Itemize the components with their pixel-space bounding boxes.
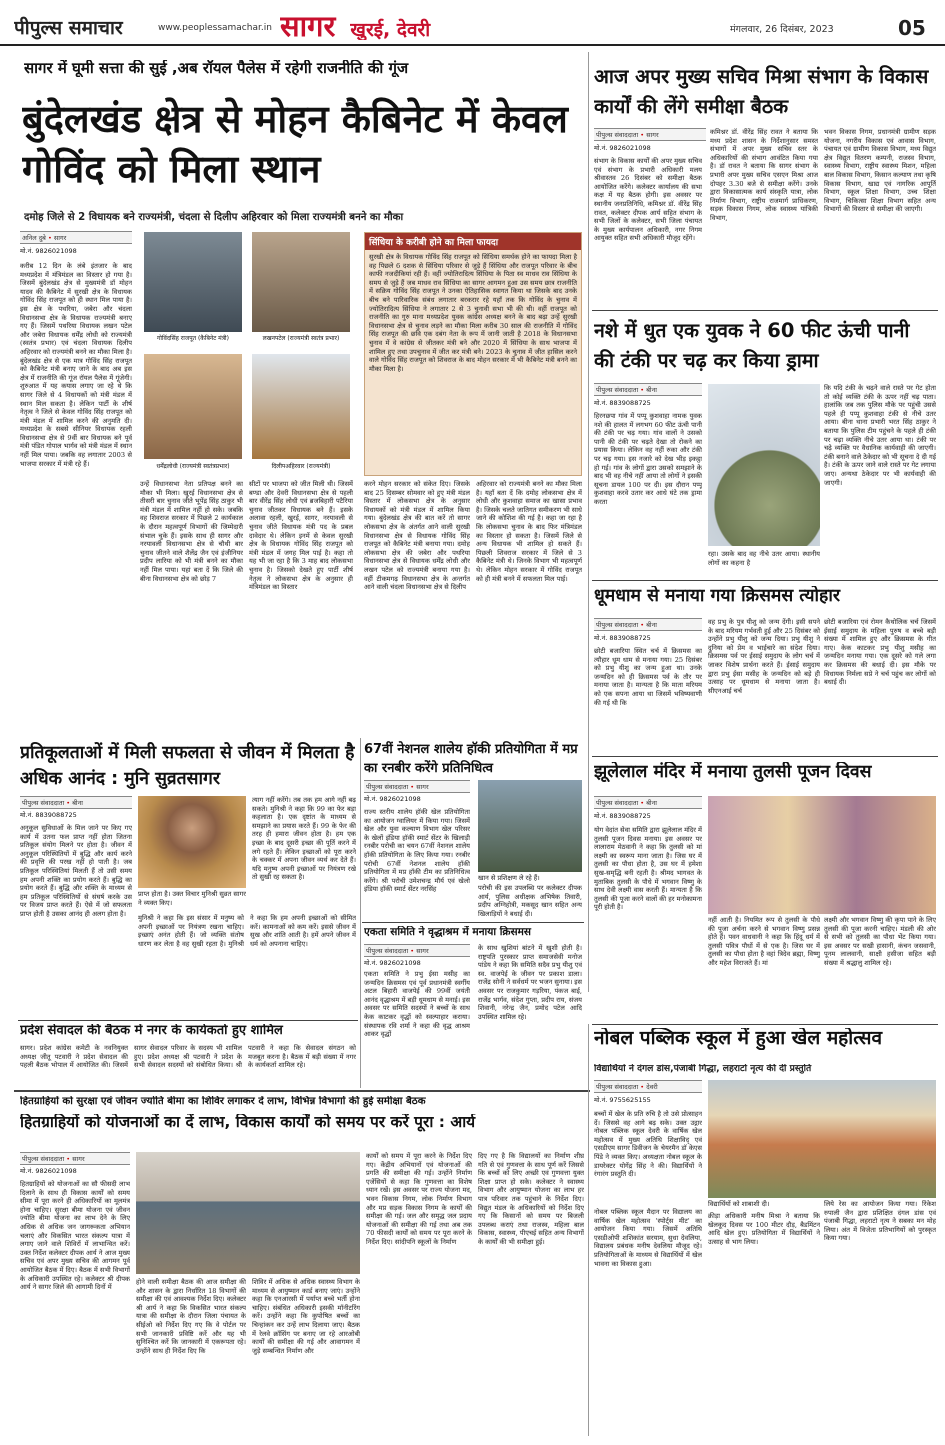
scindia-box-text: सुरखी क्षेत्र के विधायक गोविंद सिंह राजपूत को सिंधिया समर्थक होने का फायदा मिला है वह पिछले 6 दशक से सिंधिया परिवार से जुड़े हैं सिंधिया और राजपूत परिवार के बीच काफी नजदीकियां रही हैं। वहीं ज्योतिरादित्य सिंधिया के पिता स्व माधव राव सिंधिया के समय से जुड़े हैं जब माधव राव सिंधिया का सागर आगमन हुआ उस समय छात्र राजनीति में सक्रिय गोविंद सिंह राजपूत ने उनका ऐतिहासिक स्वागत किया था जिसके बाद उनके बीच बने पारिवारिक संबंध लगातार बरकरार रहे यहाँ तक कि गोविंद के चुनाव में ज्योतिरादित्य सिंधिया ने लगातार 2 से 3 चुनावी सभा भी की थी। वहीं राजपूत को राजनीति का गुरु माना मध्यप्रदेश युवक कांग्रेस अध्यक्ष बनने के बाद बढ़ा उन्हें सुरखी विधानसभा क्षेत्र से चुनाव लड़ने का मौका मिला करीब 30 साल की राजनीति में गोविंद सिंह राजपूत की छवि एक दबंग नेता के रूप में जानी जाती है 2018 के विधानसभा चुनाव में वे कांग्रेस से जीतकर मंत्री बने और 2020 में सिंधिया के साथ भाजपा में शामिल हुए तथा उपचुनाव में जीत कर मंत्री बने। 2023 के चुनाव में जीत हासिल करने वाले गोविंद सिंह राजपूत को शिवराज के बाद मोहन सरकार में भी कैबिनेट मंत्री बनने का मौका मिला है। [369,253,577,373]
arya-mobile: मो.नं. 9826021098 [20,1167,77,1175]
arya-byline: पीपुल्स संवाददाता • सागर [20,1152,130,1165]
lead-headline: बुंदेलखंड क्षेत्र से मोहन कैबिनेट में केवल गोविंद को मिला स्थान [22,97,568,191]
sewadal-headline: प्रदेश सेवादल की बैठक में नगर के कार्यकर्ता हुए शामिल [20,1024,283,1038]
arya-col5: दिए गए है कि विद्यालयों का निर्माण शीघ्र गति से एवं गुणवत्ता के साथ पूर्ण करें जिससे कि बच्चों को लिए अच्छी एवं गुणवत्ता युक्त शिक्षा प्राप्त हो सके। कलेक्टर ने स्वास्थ्य विभाग और आयुष्मान योजना का लाभ हर पात्र परिवार तक पहुंचाने के निर्देश दिए। विद्युत मंडल के अधिकारियों को निर्देश दिए गए कि किसानों को समय पर बिजली उपलब्ध कराएं तथा राजस्व, महिला बाल विकास, स्वास्थ्य, पीएचई सहित अन्य विभागों के कार्यों की भी समीक्षा हुई। [478,1152,584,1246]
arya-col1: हितग्राहियों को योजनाओं का सौ फीसदी लाभ दिलाने के साथ ही विकास कार्यों को समय सीमा में पूरा करने ही अधिकारियों का मूलमंत्र होना चाहिए। सुरक्षा बीमा योजना एवं जीवन ज्योति बीमा योजना का लाभ देने के लिए अधिक से अधिक जन जागरूकता अभियान चलाएं और विकसित भारत संकल्प यात्रा में लगाए जाने वाले शिविरों में लाभान्वित करें। उक्त निर्देश कलेक्टर दीपक आर्य ने आज मुख्य सचिव एवं अपर मुख्य सचिव की आगमन पूर्व आयोजित बैठक में दिए। बैठक में सभी विभागों के अधिकारी उपस्थित रहे। कलेक्टर श्री दीपक आर्य ने सागर जिले की आगामी दिनों में [20,1180,130,1292]
minister-caption: धर्मेंद्रलोधी (राज्यमंत्री स्वतंत्रप्रभार) [156,463,230,470]
ekta-headline: एकता समिति ने वृद्धाश्रम में मनाया क्रिसमस [364,926,531,938]
christmas-col1: छोटी बजारिया स्थित चर्च में क्रिसमस का त्यौहार धूम धाम से मनाया गया। 25 दिसंबर को प्रभु यीशु का जन्म हुआ था। उनके जन्मदिन को ही क्रिसमस पर्व के तौर पर मनाया जाता है। मान्यता है कि माता मरियम को एक सपना आया था जिसमें भविष्यवाणी की गई थी कि [594,647,702,707]
tank-mobile: मो.नं. 8839088725 [594,399,651,407]
christmas-col2: वह प्रभु के पुत्र यीशु को जन्म देंगी। इसी सपने के बाद मरियम गर्भवती हुईं और 25 दिसंबर को उन्होंने प्रभु यीशु को जन्म दिया। प्रभु यीशु ने दुनिया को प्रेम व भाईचारे का संदेश दिया। क्रिसमस पर्व पर ईसाई समुदाय के लोग चर्च में जाकर विशेष प्रार्थना करते हैं। ईसाई समुदाय द्वारा प्रभु ईसा मसीह के जन्मदिन को बड़े ही उत्साह पर धूमधाम से मनाया जाता है। सीएनआई चर्च [708,618,820,695]
arya-col4: कार्यों को समय में पूरा करने के निर्देश दिए गए। केंद्रीय अभियानों एवं योजनाओं की प्रगति की समीक्षा की गई। उन्होंने निर्माण एजेंसियों से कहा कि गुणवत्ता का विशेष ध्यान रखें। इस अवसर पर राज्य योजना मद, भवन विकास निगम, लोक निर्माण विभाग और मप्र सड़क विकास निगम के कार्यों की समीक्षा की गई। जल और समृद्ध जल प्रदाय योजनाओं की समीक्षा की गई तथा अब तक 70 फीसदी कार्यों को समय पर पूरा करने के निर्देश दिए। सांदीपनि स्कूलों के निर्माण [366,1152,472,1246]
column-rule [360,738,361,1088]
ekta-col2: के साथ खुशियां बांटने में खुशी होती है। राष्ट्रपति पुरस्कार प्राप्त समाजसेवी मनोज पांडेय ने कहा कि समिति सदैव प्रभु यीशु एवं स्व. वाजपेई के जीवन पर प्रकाश डाला। राजेंद्र सोनी ने सर्वधर्म पर भजन सुनाया। इस अवसर पर राजकुमार गड़रिया, पंकज बाई, राजेंद्र भार्गव, संदेश गुप्ता, प्रदीप राय, संजय शिवानी, नरेन्द्र जैन, प्रमोद पटेल आदि उपस्थित शामिल रहे। [478,944,582,1021]
byline-name: पीपुल्स संवाददाता [366,783,409,791]
paper-tagline-mark [14,6,144,14]
section-divider [592,310,938,311]
christmas-mobile: मो.नं. 8839088725 [594,634,651,642]
hockey-byline: पीपुल्स संवाददाता • सागर [364,780,470,793]
section-divider [14,1090,590,1092]
nobel-photo-caption: विद्यार्थियों को शाबाशी दी। [708,1200,770,1208]
hockey-col1: राज्य स्तरीय शालेय हॉकी खेल प्रतियोगिता का आयोजन ग्वालियर में किया गया। जिसमें खेल और युवा कल्याण विभाग खेल परिसर के खेलों इंडिया हॉकी स्मार्ट सेंटर के खिलाड़ी रनबीर परोची का चयन 67वीं नेशनल शालेय हॉकी प्रतियोगिता के लिए किया गया। रनबीर परोची 67वीं नेशनल शालेय हॉकी प्रतियोगिता में मप्र हॉकी टीम का प्रतिनिधित्व करेंगे। श्री परोची उमेशचन्द्र मौर्य एवं खेलो इंडिया हॉकी स्मार्ट सेंटर नरसिंह [364,808,470,894]
review-col1: संभाग के विकास कार्यों की अपर मुख्य सचिव एवं संभाग के प्रभारी अधिकारी मलय श्रीवास्तव 26 दिसंबर को समीक्षा बैठक आयोजित करेंगे। कलेक्टर कार्यालय की सभा कक्ष में यह बैठक होगी। इस अवसर पर स्थानीय जनप्रतिनिधि, कमिश्नर डॉ. वीरेंद्र सिंह रावत, कलेक्टर दीपक आर्य सहित संभाग के सभी जिलों के कलेक्टर, सभी जिला पंचायत के मुख्य कार्यपालन अधिकारी, नगर निगम आयुक्त सहित सभी अधिकारी मौजूद रहेंगे। [594,157,702,243]
hockey-headline: 67वीं नेशनल शालेय हॉकी प्रतियोगिता में मप्र का रनबीर करेंगे प्रतिनिधित्व [364,742,578,776]
section-divider [592,580,938,581]
muni-headline: प्रतिकूलताओं में मिली सफलता से जीवन में मिलता है अधिक आनंद : मुनि सुव्रतसागर [20,743,355,789]
byline-name: पीपुल्स संवाददाता [596,386,639,394]
jhulelal-col3: लक्ष्मी और भगवान विष्णु की कृपा पाने के लिए तुलसी की पूजा करनी चाहिए। मंडली की ओर से सभी को तुलसी का पौधा भेंट किया गया। इस अवसर पर सखी हासानी, कंचन जसवानी, पूनम लालवानी, साक्षी हसीजा सहित बड़ी संख्या में श्रद्धालु शामिल रहे। [824,916,936,967]
byline-place: बीना [72,799,83,807]
tank-byline: पीपुल्स संवाददाता • बीना [594,383,702,396]
byline-name: पीपुल्स संवाददाता [22,799,65,807]
city-tab [280,6,510,40]
nobel-subhead: विद्यार्थियों ने दंगल डांस,पंजाबी गिद्धा, लहराटो नृत्य की दी प्रस्तुति [594,1064,812,1074]
nobel-col1: बच्चों में खेल के प्रति रुचि है तो उसे प्रोत्साहन दें। जिससे वह आगे बढ़ सके। उक्त उद्गार नोबल पब्लिक स्कूल देवरी के वार्षिक खेल महोत्सव में मुख्य अतिथि शिक्षाविद् एवं एसडीएम सागर डिवीजन के चेयरमैन डॉ केएस पिंडे ने व्यक्त किए। अध्यक्षता नोबल स्कूल के डायरेक्टर योगेंद्र सिंह ने की। विद्यार्थियों ने रंगारंग प्रस्तुति दी। [594,1110,702,1179]
byline-place: सागर [416,783,429,791]
muni-col3: मुनिश्री ने कहा कि इस संसार में मनुष्य को अपनी इच्छाओं पर नियंत्रण रखना चाहिए। इच्छाएं अनंत होती हैं। जो व्यक्ति संतोष धारण कर लेता है वह सुखी रहता है। मुनिश्री ने कहा कि हम अपनी इच्छाओं को सीमित करें। कामनाओं को कम करें। इससे जीवन में सुख और शांति आती है। हमें अपने जीवन में धर्म को अपनाना चाहिए। [138,914,356,948]
lead-kicker: सागर में घूमी सत्ता की सुई ,अब रॉयल पैलेस में रहेगी राजनीति की गूंज [24,60,409,77]
byline-name: पीपुल्स संवाददाता [596,1083,639,1091]
byline-name: पीपुल्स संवाददाता [22,1155,65,1163]
review-byline: पीपुल्स संवाददाता • सागर [594,128,706,141]
minister-photo [252,354,350,459]
lead-subhead: दमोह जिले से 2 विधायक बने राज्यमंत्री, चंदला से दिलीप अहिरवार को मिला राज्यमंत्री बनने का मौका [24,212,404,223]
scindia-box [364,232,582,476]
jhulelal-headline: झूलेलाल मंदिर में मनाया तुलसी पूजन दिवस [594,762,872,782]
jhulelal-mobile: मो.नं. 8839088725 [594,812,651,820]
sub-cities: खुरई, देवरी [350,19,431,40]
jhulelal-byline: पीपुल्स संवाददाता • बीना [594,796,702,809]
column-rule [588,1024,589,1436]
byline-name: अनिल दुबे [22,234,46,242]
hockey-mobile: मो.नं. 9826021098 [364,795,421,803]
byline-place: सागर [53,234,67,242]
review-col2: कमिश्नर डॉ. वीरेंद्र सिंह रावत ने बताया कि मध्य प्रदेश शासन के निर्देशानुसार समस्त संभागों में अपर मुख्य सचिव स्तर के अधिकारियों की संभाग आवंटित किया गया है। डॉ रावत ने बताया कि सागर संभाग के प्रभारी अपर मुख्य सचिव एसएन मिश्रा आज दोपहर 3.30 बजे से समीक्षा करेंगे। उनके द्वारा विकासात्मक कार्य संस्कृति यात्रा, लोक निर्माण विभाग, राष्ट्रीय राजमार्ग प्राधिकरण, सड़क विकास निगम, लोक स्वास्थ्य यांत्रिकी विभाग, [710,128,818,222]
lead-col3: सीटों पर भाजपा को जीत मिली थी। जिसमें बण्डा और देवरी विधानसभा क्षेत्र से पहली बार वीरेंद्र सिंह लोधी एवं ब्रजबिहारी पटैरिया चुनाव जीतकर विधायक बने हैं। इसके अलावा रहली, खुरई, सागर, नरयावली से चुनाव जीते विधायक मंत्री पद के प्रबल दावेदार थे। लेकिन इनमें से केवल सुरखी क्षेत्र के विधायक गोविंद सिंह राजपूत को मंत्री मंडल में जगह मिल पाई है। कहा तो यह भी जा रहा है कि 3 माह बाद लोकसभा चुनाव है। जिसको देखते हुए पार्टी शीर्ष नेतृत्व ने लोकसभा क्षेत्र के अनुसार ही मंत्रिमंडल का विस्तार [249,480,353,592]
nobel-byline: पीपुल्स संवाददाता • देवरी [594,1080,702,1093]
byline-place: देवरी [646,1083,658,1091]
paper-name: पीपुल्स समाचार [14,17,123,39]
section-divider [592,756,938,757]
nobel-col4: लिये रेस का आयोजन किया गया। रिंकेश रुपाली जैन द्वारा प्रशिक्षित दंगल डांस एवं पंजाबी गिद्धा, लहराटो नृत्य ने सबका मन मोह लिया। अंत में विजेता प्रतिभागियों को पुरस्कृत किया गया। [824,1200,936,1243]
tank-headline: नशे में धुत एक युवक ने 60 फीट ऊंची पानी की टंकी पर चढ़ कर किया ड्रामा [594,319,910,372]
ekta-col1: एकता समिति ने प्रभु ईसा मसीह का जन्मदिन क्रिसमस एवं पूर्व प्रधानमंत्री स्वर्गीय अटल बिहारी वाजपेई की 99वीं जयंती आनंद वृद्धाश्रम में बड़ी धूमधाम से मनाई। इस अवसर पर समिति सदस्यों ने बच्चों के साथ केक काटकर वृद्धों को स्वल्पाहार कराया। संस्थापक रवि शर्मा ने कहा की वृद्ध आश्रम आकर वृद्धों [364,970,470,1039]
muni-col1: अनुकूल सुविधाओं के मिल जाने पर किए गए कार्य में उतना फल प्राप्त नहीं होता जितना प्रतिकूल संयोग मिलने पर होता है। जीवन में अनुकूल परिस्थितियों में बुद्धि और कार्य करने की प्रवृत्ति की परख नहीं हो पाती है। जब प्रतिकूल परिस्थितियां मिलती हैं तो उसी समय हम अपनी शक्ति का प्रयोग करते हैं। बुद्धि का प्रयोग करते हैं। बुद्धि और शक्ति के माध्यम से हम प्रतिकूल परिस्थितियों से संघर्ष करके उस पर विजय प्राप्त करते हैं। ऐसे में जो सफलता प्राप्त होती है उसका आनंद ही अलग होता है। [20,824,132,918]
player-photo [478,780,582,872]
tank-col1: हिरनछपा गांव में पप्पू कुशवाहा नामक युवक नशे की हालत में लगभग 60 फीट ऊंची पानी की टंकी पर चढ़ गया। गांव वालों ने उसको पानी की टंकी पर चढ़ते देखा तो रोकने का प्रयास किया। लेकिन वह नहीं रुका और टंकी पर चढ़ गया। इस नजारे को देख भीड़ इकट्ठा हो गई। गांव के लोगों द्वारा उसको समझाने के बाद भी वह नीचे नहीं आया तो लोगों ने इसकी सूचना डायल 100 पर दी। इस दौरान पप्पू कुशवाहा करवे उतार कर आधे घंटे तक ड्रामा करता [594,412,702,506]
christmas-headline: धूमधाम से मनाया गया क्रिसमस त्योहार [594,586,841,606]
byline-name: पीपुल्स संवाददाता [596,131,639,139]
arya-headline: हितग्राहियों को योजनाओं का दें लाभ, विकास कार्यों को समय पर करें पूरा : आर्य [20,1114,476,1131]
minister-caption: दिलीपअहिरवार (राज्यमंत्री) [271,463,331,470]
christmas-byline: पीपुल्स संवाददाता • बीना [594,618,702,631]
lead-col5: अहिरवार को राज्यमंत्री बनने का मौका मिला है। यहाँ बता दें कि दमोह लोकसभा क्षेत्र में लोधी और कुशवाहा समाज का खासा प्रभाव है। जिसके चलते जातिगत समीकरण भी साधे जाने की कोशिश की गई है। कहा जा रहा है कि लोकसभा चुनाव के बाद फिर मंत्रिमंडल का विस्तार हो सकता है। जिसमें जिले से अन्य विधायक भी शामिल हो सकते हैं। पिछली शिवराज सरकार में जिले से 3 कैबिनेट मंत्री थे। जिनके विभाग भी महत्वपूर्ण थे। लेकिन मोहन सरकार में गोविंद राजपूत को ही मंत्री बनने में सफलता मिल पाई। [476,480,582,583]
muni-byline: पीपुल्स संवाददाता • बीना [20,796,132,809]
arya-col3: शिविर में अधिक से अधिक स्वास्थ्य विभाग के माध्यम से आयुष्मान कार्ड बनाए जाएं। उन्होंने कहा कि एनआरसी में पर्याप्त बच्चे भर्ती होना चाहिए। संबंधित अधिकारी इसकी मॉनीटरिंग करें। उन्होंने कहा कि कुपोषित बच्चों का चिन्हांकन कर उन्हें लाभ दिलाया जाए। बैठक में रेलवे क्रॉसिंग पर बनाए जा रहे आरओबी कार्यों की समीक्षा की गई और आवागमन में जुड़े सम्बन्धित निर्माण और [252,1278,360,1355]
sewadal-body: सागर। प्रदेश कांग्रेस कमेटी के नवनियुक्त अध्यक्ष जीतू पटवारी ने प्रदेश सेवादल की पहली बैठक भोपाल में आयोजित की। जिसमें सागर सेवादल परिवार के सदस्य भी शामिल हुए। प्रदेश अध्यक्ष श्री पटवारी ने प्रदेश के सभी सेवादल सदस्यों को संबोधित किया। श्री पटवारी ने कहा कि सेवादल संगठन को मजबूत करना है। बैठक में बड़ी संख्या में नगर के कार्यकर्ता शामिल रहे। [20,1044,356,1070]
tulsi-puja-photo [708,796,936,914]
lead-col4: करने मोहन सरकार को संकेत दिए। जिसके बाद 25 दिसम्बर सोमवार को हुए मंत्री मंडल विस्तार में लोकसभा क्षेत्र के अनुसार विधायकों को मंत्री मंडल में शामिल किया गया। बुंदेलखंड क्षेत्र की बात करें तो सागर लोकसभा क्षेत्र के अंतर्गत आने वाली सुरखी विधानसभा क्षेत्र से विधायक गोविंद सिंह राजपूत को कैबिनेट मंत्री बनाया गया। दमोह लोकसभा क्षेत्र की जबेरा और पथरिया विधानसभा क्षेत्र से विधायक धर्मेंद्र लोधी और लखन पटेल को राज्यमंत्री बनाया गया है। वहीं टीकमगढ़ विधानसभा क्षेत्र के अन्तर्गत आने वाली चंदला विधानसभा क्षेत्र से दिलीप [364,480,470,592]
hockey-photo-caption: खान से प्रशिक्षण ले रहे हैं। [478,874,540,882]
lead-mobile: मो.नं. 9826021098 [20,247,77,255]
byline-place: बीना [646,799,657,807]
meeting-photo [136,1152,360,1274]
byline-name: पीपुल्स संवाददाता [596,799,639,807]
column-rule [588,52,589,992]
lead-byline: अनिल दुबे • सागर [20,231,132,244]
arya-kicker: हितग्राहियों को सुरक्षा एवं जीवन ज्योति बीमा का शिविर लगाकर दें लाभ, विभिन्न विभागों की हुई समीक्षा बैठक [20,1096,426,1107]
lead-col1: करीब 12 दिन के लंबे इंतजार के बाद मध्यप्रदेश में मंत्रिमंडल का विस्तार हो गया है। जिसमें बुंदेलखंड क्षेत्र से मुख्यमंत्री डॉ मोहन यादव की कैबिनेट में सुरखी क्षेत्र के विधायक गोविंद सिंह राजपूत को ही स्थान मिल पाया है। इस क्षेत्र के पथरिया, जबेरा और चंदला विधानसभा क्षेत्र के विधायक राज्यमंत्री बनाए गए हैं। जिसमें पथरिया विधायक लखन पटेल और जबेरा विधायक धर्मेंद्र लोधी को राज्यमंत्री (स्वतंत्र प्रभार) एवं चंदला विधायक दिलीप अहिरवार को राज्यमंत्री बनने का मौका मिला है। बुंदेलखंड क्षेत्र से एक मात्र गोविंद सिंह राजपूत को कैबिनेट मंत्री बनाए जाने के बाद अब इस क्षेत्र में राजनीति की गूंज रॉयल पैलेस में गूंजेगी। शुरुआत में यह कयास लगाए जा रहे थे कि सागर जिले से 4 विधायकों को मंत्री मंडल में स्थान मिल सकता है। लेकिन पार्टी के शीर्ष नेतृत्व ने जिले से केवल गोविंद सिंह राजपूत को मंत्री मंडल में शामिल करने की अनुमति दी। मध्यप्रदेश के सबसे सीनियर विधायक रहली विधानसभा क्षेत्र से 9वीं बार विधायक बने पूर्व मंत्री पंडित गोपाल भार्गव को मंत्री मंडल में स्थान नहीं मिल पाया। जबकि वह लगातार 2003 से भाजपा सरकार में मंत्री रहे हैं। [20,262,132,468]
review-headline: आज अपर मुख्य सचिव मिश्रा संभाग के विकास कार्यों की लेंगे समीक्षा बैठक [594,65,929,118]
water-tank-photo [708,384,820,546]
byline-name: पीपुल्स संवाददाता [366,947,409,955]
lead-photo-grid [140,232,352,477]
nobel-mobile: मो.नं. 9755625155 [594,1096,651,1104]
muni-mobile: मो.नं. 8839088725 [20,811,77,819]
tank-photo-caption: रहा। उसके बाद वह नीचे उतर आया। स्थानीय लोगों का कहना है [708,550,820,567]
scindia-box-title: सिंधिया के करीबी होने का मिला फायदा [365,233,581,250]
city-name: सागर [280,9,336,40]
nobel-col2: नोबल पब्लिक स्कूल मैदान पर विद्यालय का वार्षिक खेल महोत्सव 'स्पोर्ट्स मीट' का आयोजन किया गया। जिसमें अतिथि एसडीओपी शशिकांत सरयाम, सुधा देवलिया, विद्यालय प्रबंधक मनीष देवलिया मौजूद रहे। प्रतियोगिताओं के माध्यम से विद्यार्थियों में खेल भावना का विकास हुआ। [594,1208,702,1268]
nobel-col3: क्रीड़ा अधिकारी मनीष मिश्रा ने बताया कि खेलकूद दिवस पर 100 मीटर दौड़, बैडमिंटन आदि खेल हुए। प्रतियोगिता में विद्यार्थियों ने उत्साह से भाग लिया। [708,1212,820,1246]
byline-place: सागर [646,131,659,139]
ekta-byline: पीपुल्स संवाददाता • सागर [364,944,470,957]
christmas-col3: छोटी बजारिया एवं रोमन कैथोलिक चर्च जिसमें ईसाई समुदाय के महिला पुरुष व बच्चे बड़ी संख्या में शामिल हुए और क्रिसमस के गीत गाए। केक काटकर प्रभु यीशु मसीह का जन्मदिन मनाया गया। एक दूसरे को गले लगा कर क्रिसमस की बधाई दी। इस मौके पर विधायक निर्मला सप्रे ने चर्च पहुंच कर लोगों को बधाई दी। [824,618,936,687]
review-col3: भवन विकास निगम, प्रधानमंत्री ग्रामीण सड़क योजना, नगरीय विकास एवं आवास विभाग, पंचायत एवं ग्रामीण विकास विभाग, मध्य विद्युत क्षेत्र विद्युत वितरण कम्पनी, राजस्व विभाग, स्वास्थ्य विभाग, राष्ट्रीय स्वास्थ्य मिशन, महिला बाल विकास विभाग, किसान कल्याण तथा कृषि विकास विभाग, खाद्य एवं नागरिक आपूर्ति विभाग, स्कूल शिक्षा विभाग, उच्च शिक्षा विभाग, चिकित्सा शिक्षा विभाग सहित अन्य विभागों की विस्तार से समीक्षा की जाएगी। [824,128,936,214]
section-divider [362,922,584,923]
arya-col2: होने वाली समीक्षा बैठक की आज समीक्षा की और शासन के द्वारा निर्धारित 18 विभागों की समीक्षा की एवं आवश्यक निर्देश दिए। कलेक्टर श्री आर्य ने कहा कि विकसित भारत संकल्प यात्रा की समीक्षा के दौरान जिला पंचायत के सीईओ को निर्देश दिए गए कि वे पोर्टल पर सभी जानकारी प्रविष्टि करें और यह भी सुनिश्चित करें कि जानकारी में एकरूपता रहे। उन्होंने साथ ही निर्देश दिए कि [136,1278,246,1355]
masthead [0,0,945,46]
minister-caption: लखनपटेल (राज्यमंत्री स्वतंत्र प्रभार) [262,335,340,342]
byline-place: बीना [646,621,657,629]
section-divider [18,1020,358,1021]
muni-col2: त्याग नहीं करेंगे। तब तक हम आगे नहीं बढ़ सकते। मुनिश्री ने कहा कि 99 का फेर बड़ा कहलाता है। एक दृष्टांत के माध्यम से समझाने का प्रयास करते हैं। 99 के फेर की तरह ही हमारा जीवन होता है। हम एक इच्छा के बाद दूसरी इच्छा की पूर्ति करने में लगे रहते हैं। लेकिन इच्छाओं को पूरा करने के चक्कर में अपना जीवन व्यर्थ कर देते हैं। यदि मनुष्य अपनी इच्छाओं पर नियंत्रण रखे तो सुखी रह सकता है। [252,796,356,882]
jhulelal-col2: नहीं आती है। नियमित रूप से तुलसी के पौधे की पूजा अर्चना करने से भगवान विष्णु प्रसन्न होते हैं। पवन वाधवानी ने कहा कि हिंदू धर्म में तुलसी पवित्र पौधों में से एक है। जिस घर में तुलसी का पौधा होता है वहां त्रिदेव ब्रह्मा, विष्णु और महेश विराजते हैं। मां [708,916,820,967]
muni-photo [138,796,246,888]
ekta-mobile: मो.नं. 9826021098 [364,959,421,967]
byline-place: सागर [416,947,429,955]
section-divider [592,1024,938,1025]
nobel-headline: नोबल पब्लिक स्कूल में हुआ खेल महोत्सव [594,1028,883,1049]
byline-place: बीना [646,386,657,394]
sports-day-photo [708,1080,936,1198]
hockey-col2: परोची की इस उपलब्धि पर कलेक्टर दीपक आर्य, पुलिस अधीक्षक अभिषेक तिवारी, प्रदीप अग्निहोत्री, मकसूद खान सहित अन्य खिलाड़ियों ने बधाई दी। [478,884,582,918]
minister-photo [252,232,350,332]
minister-photo [144,354,242,459]
muni-photo-caption: प्राप्त होता है। उक्त विचार मुनिश्री सुव्रत सागर ने व्यक्त किए। [138,890,246,907]
site-url[interactable]: www.peoplessamachar.in [158,23,272,33]
tank-col2: कि यदि टंकी के चढ़ने वाले रास्ते पर गेट होता तो कोई व्यक्ति टंकी के ऊपर नहीं चढ़ पाता। हालांकि जब तक पुलिस मौके पर पहुंची उससे पहले ही पप्पू कुशवाहा टंकी से नीचे उतर आया। बीना थाना प्रभारी भरत सिंह ठाकुर ने बताया कि पुलिस टीम पहुंचने के पहले ही टंकी पर चढ़ा व्यक्ति नीचे उतर आया था। टंकी पर चढ़े व्यक्ति पर वैधानिक कार्यवाही की जाएगी। टंकी बनाने वाले ठेकेदार को भी सूचना दे दी गई है। टंकी के ऊपर जाने वाले रास्ते पर गेट लगाया जाए। अन्यथा ठेकेदार पर भी कार्यवाही की जाएगी। [824,384,936,487]
minister-photo [144,232,242,332]
review-mobile: मो.नं. 9826021098 [594,144,651,152]
paper-logo [14,6,144,40]
page-number: 05 [898,16,926,40]
minister-caption: गोविंदसिंह राजपूत (कैबिनेट मंत्री) [157,335,229,342]
byline-place: सागर [72,1155,85,1163]
issue-date: मंगलवार, 26 दिसंबर, 2023 [730,24,834,35]
jhulelal-col1: योग वेदांत सेवा समिति द्वारा झूलेलाल मंदिर में तुलसी पूजन दिवस मनाया। इस अवसर पर लालाराम मेठवानी ने कहा कि तुलसी को मां लक्ष्मी का स्वरूप माना जाता है। जिस घर में तुलसी का पौधा होता है, उस घर में हमेशा सुख-समृद्धि बनी रहती है। श्रीमद भागवत के मुताबिक तुलसी के पौधे में भगवान विष्णु के साथ देवी लक्ष्मी वास करती हैं। मान्यता है कि तुलसी की पूजा करने वालों की हर मनोकामना पूरी होती है। [594,826,702,912]
byline-name: पीपुल्स संवाददाता [596,621,639,629]
lead-col2: उन्हें विधानसभा नेता प्रतिपक्ष बनने का मौका भी मिला। खुरई विधानसभा क्षेत्र से तीसरी बार चुनाव जीते भूपेंद्र सिंह ठाकुर भी मंत्री मंडल में शामिल नहीं हो सके। जबकि वह शिवराज सरकार में पिछले 2 कार्यकाल के दौरान महत्वपूर्ण विभागों की जिम्मेदारी संभाल चुके हैं। इसके साथ ही सागर और नरयावली विधानसभा क्षेत्र से चौथी बार चुनाव जीतने वाले शैलेंद्र जैन एवं इंजीनियर प्रदीप लारिया को भी मंत्री बनने का मौका नहीं मिल पाया। यहां बता दें कि जिले की बीना विधानसभा क्षेत्र को छोड़ 7 [140,480,243,583]
